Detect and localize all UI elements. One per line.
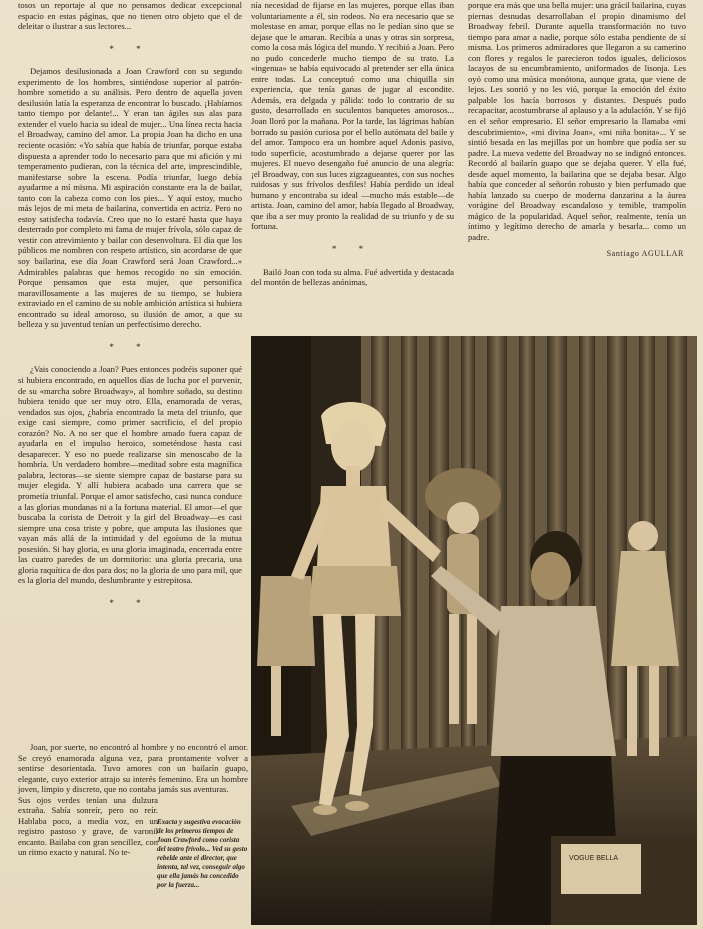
paragraph: nía necesidad de fijarse en las mujeres, porque ellas iban voluntariamente a él, sin rodeos. No era necesario que se molestase en amar, porque ellas no le pedían sino que se dejase que le amaran. Recibía a unas y otras sin sorpresa, como la cosa más lógica del mundo. Y recibió a Joan. Pero no pudo concederle mucho tiempo de su trato. La «ingenua» se había equivocado al pretender ser ella única entre todas. La conceptuó como una chiquilla sin experiencia, que tenía ganas de jugar al escondite. Además, era delgada y pálida: todo lo contrario de su gusto, desarrollado en suculentos banquetes amorosos... Joan lloró por la mañana. Por la tarde, las lágrimas habían borrado su pasión curiosa por el bello autómata del baile y del amor. Tampoco era un hombre aquel Adonis pasivo, todo superficie, acostumbrado a dejarse querer por las mujeres. El nuevo desengaño fué anuncio de una alegría: ¡el Broadway, con sus luces zigzagueantes, con sus noches ruidosas y sus frívolos desfiles! Había perdido un ideal humano y encontraba su ideal —mucho más estable—de artista. Joan, camino del amor, había llegado al Broadway, que iba a ser muy pronto la realidad de su triunfo y de su fortuna. — [251, 0, 454, 232]
narrow-text-block — [18, 795, 158, 858]
film-still-photo — [251, 336, 697, 925]
paragraph: ¿Vais conociendo a Joan? Pues entonces podréis suponer qué si hubiera encontrado, en aquellos días de lucha por el porvenir, de su «marcha sobre Broadway», al hombre soñado, su destino hubiera tenido que ser muy otro. Ella, enamorada de veras, vendados sus ojos, ¿habría encontrado la meta del triunfo, que exige casi siempre, como primer sacrificio, el del propio corazón? No. A no ser que el hombre amado fuera capaz de ayudarla en el impulso heroico, someténdose hasta casi desaparecer. Y eso no puede realizarse sin menoscabo de la hombría. Un verdadero hombre—meditad sobre esta magnífica palabra, lectoras—se siente siempre capaz de bastarse para su mujer elegida. Y allí hubiera acabado una carrera que se prometía triunfal. Porque el amor satisfecho, casi nunca conduce a las glorias mundanas ni a la fortuna material. El amor—el que buscaba la corista de Detroit y la girl del Broadway—es casi siempre una cosa triste y pobre, que amputa las ilusiones que vayan más allá de la intimidad y del egoísmo de la mutua posesión. Si hay gloria, es una gloria imaginada, encerrada entre las cuatro paredes de un dormitorio: una gloria precaria, una gloria raquítica de dos para dos; no la gloria de uno para mil, que es la gloria del mundo, deslumbrante y estrepitosa. — [18, 364, 242, 586]
photo-caption: Exacta y sugestiva evocación de los primeros tiempos de Joan Crawford como corista del teatro frívolo... Ved su gesto rebelde ante el director, que intenta, tal vez, conseguir algo que ella jamás ha concedido por la fuerza... — [157, 818, 248, 889]
paragraph: Bailó Joan con toda su alma. Fué advertida y destacada del montón de bellezas anónimas, — [251, 266, 454, 288]
section-divider: * * — [109, 341, 151, 352]
section-divider: * * — [109, 597, 151, 608]
article-column-3 — [468, 0, 686, 259]
paragraph: Sus ojos verdes tenían una dulzura extraña. Sabía sonreír, pero no reír. Hablaba poco, a media voz, en un registro pastoso y grave, de varonil encanto. Bailaba con gran sencillez, con un ritmo exacto y natural. No te- — [18, 794, 158, 858]
article-column-1 — [18, 0, 242, 620]
author-signature: Santiago AGULLAR — [606, 248, 684, 258]
article-column-2 — [251, 0, 454, 288]
paragraph: Joan, por suerte, no encontró al hombre y no encontró el amor. Se creyó enamorada alguna vez, para prontamente volver a sentirse desorientada. Tuvo amores con un bailarín guapo, elegante, cuyo exterior atrajo su interés femenino. Era un hombre joven, limpio y discreto, que no contaba jamás sus aventuras. — [18, 742, 248, 795]
section-divider: * * — [109, 43, 151, 54]
paragraph: Dejamos desilusionada a Joan Crawford con su segundo experimento de los hombres, sintiéndose superior al patrón-hombre sometido a su análisis. Pero dentro de aquella joven desilusión latía la esperanza de encontrar lo buscado. ¡Habíamos tanto tiempo por delante!... Y eran tan ágiles sus alas para extender el vuelo hacia su ideal de mujer... Una línea recta hacia el Broadway, camino del amor. La propia Joan ha dicho en una reciente ocasión: «Yo sabía que había de triunfar, porque estaba dispuesta a aprender todo lo necesario para que mi afición y mi temperamento pudieran, con la técnica del arte, imprescindible, manifestarse sobre la escena. Podía triunfar, luego debía ayudarme a mí misma. Mi aspiración constante era la de bailar, tanto con la cabeza como con los pies... Y aquí estoy, mucho más lejos de mi meta de bailarina, convertida en actriz. Pero no estoy satisfecha todavía. Creo que no lo estaré hasta que haya desterrado por completo mi fama de mujer frívola, sólo capaz de vestir con atrevimiento y bailar con desenvoltura. El día que los públicos me nombren con respeto artístico, sin acordarse de que soy bailarina, ese día Joan Crawford será Joan Crawford...» Admirables palabras que hemos recogido no sin emoción. Porque pensamos que esta mujer, que personifica maravillosamente a las mujeres de su tiempo, se hubiera extraviado en el camino de su noble ambición artística si hubiera encontrado su ideal amoroso, su ilusión de amor, a que su belleza y su juventud tenían un perfectísimo derecho. — [18, 66, 242, 330]
desk — [551, 836, 697, 925]
paragraph: tosos un reportaje al que no pensamos dedicar excepcional espacio en estas páginas, que no tienen otro objeto que el de deleitar o ilustrar a sus lectores... — [18, 0, 242, 32]
desk-sign-text: VOGUE BELLA — [569, 855, 619, 862]
section-divider: * * — [331, 244, 374, 255]
photo-illustration — [251, 336, 697, 925]
paragraph: porque era más que una bella mujer: una grácil bailarina, cuyas piernas desnudas desarrollaban el propio dinamismo del Broadway febril. Durante aquella transformación no tuvo tiempo para amar a nadie, porque sólo estaba pendiente de sí misma. Los primeros admiradores que llegaron a su camerino con flores y regalos le parecieron todos iguales, deliciosos lacayos de su encumbramiento, uniformados de lisonja. Les oyó como una música monótona, aunque grata, que viene de lejos. Les sonrió y no les vió, porque la emoción del éxito palpable los hacía borrosos y distantes. Después pudo recapacitar, acostumbrarse al aplauso y a la adulación. Y se fijó en el señor empresario. El señor empresario la llamaba «mi descubrimiento», «mi divina Joan», «mi niña bonita»... Y se sintió besada en las mejillas por un hombre que podía ser su padre. La nueva vedette del Broadway no se indignó entonces. Recordó al bailarín guapo que se dejaba querer. Y ella fué, desde aquel momento, la bailarina que se dejaba besar. Algo había que conceder al señorón robusto y bien perfumado que había lanzado su cuerpo de moderna danzarina a la áurea vorágine del Broadway escandaloso y temible, trampolín mágico de la popularidad. Aquel señor, realmente, tenía un íntimo y legítimo derecho de amarla y besarla... como un padre. — [468, 0, 686, 243]
